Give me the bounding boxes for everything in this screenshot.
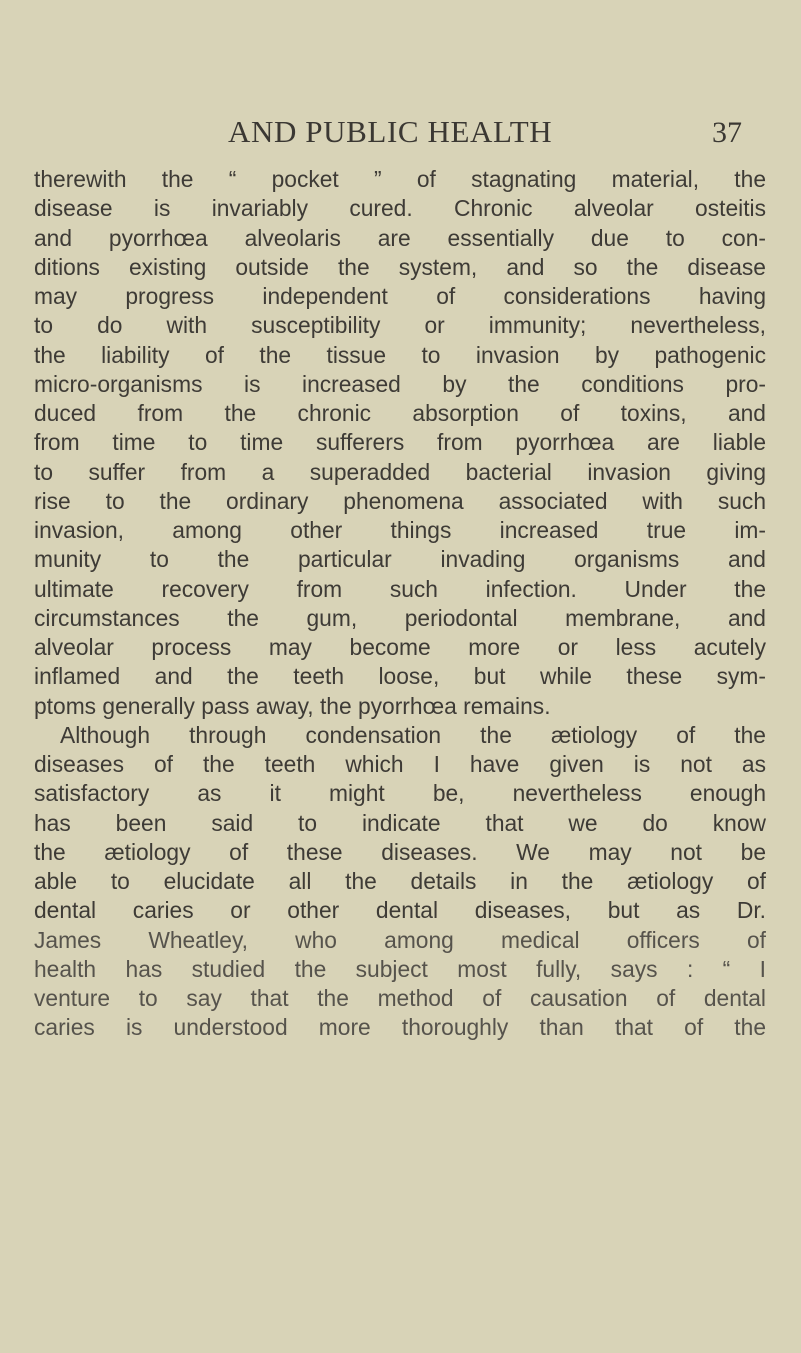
text-line: diseases of the teeth which I have given is not as <box>34 751 766 777</box>
text-line: inflamed and the teeth loose, but while these sym- <box>34 663 766 690</box>
text-line: to suffer from a superadded bacterial invasion giving <box>34 458 766 485</box>
text-line: able to elucidate all the details in the ætiology of <box>34 868 766 894</box>
text-line: may progress independent of considerations having <box>34 283 766 309</box>
text-line: ptoms generally pass away, the pyorrhœa remains. <box>34 692 551 719</box>
text-line: satisfactory as it might be, nevertheless enough <box>34 780 766 807</box>
text-line: to do with susceptibility or immunity; nevertheless, <box>34 312 766 339</box>
text-line: duced from the chronic absorption of toxins, and <box>34 400 766 426</box>
running-header <box>0 114 801 154</box>
text-line: circumstances the gum, periodontal membrane, and <box>34 604 766 631</box>
text-line: micro-organisms is increased by the conditions pro- <box>34 370 766 397</box>
text-line: the liability of the tissue to invasion by pathogenic <box>34 341 766 368</box>
text-line: munity to the particular invading organisms and <box>34 546 766 573</box>
text-line: James Wheatley, who among medical officers of <box>34 926 766 953</box>
text-line: dental caries or other dental diseases, but as Dr. <box>34 897 766 924</box>
text-line: venture to say that the method of causation of dental <box>34 985 766 1011</box>
text-line: therewith the “ pocket ” of stagnating material, the <box>34 166 766 192</box>
text-line: ultimate recovery from such infection. Under the <box>34 575 766 602</box>
text-line: invasion, among other things increased true im- <box>34 517 766 543</box>
text-line: the ætiology of these diseases. We may not be <box>34 838 766 865</box>
body-text <box>34 165 766 1043</box>
text-line: disease is invariably cured. Chronic alveolar osteitis <box>34 195 766 222</box>
text-line: alveolar process may become more or less acutely <box>34 634 766 660</box>
text-line: has been said to indicate that we do know <box>34 809 766 836</box>
text-line: and pyorrhœa alveolaris are essentially due to con- <box>34 224 766 251</box>
text-line: health has studied the subject most fully, says : “ I <box>34 955 766 982</box>
page-number: 37 <box>712 116 742 149</box>
running-title: AND PUBLIC HEALTH <box>228 114 553 149</box>
text-line: rise to the ordinary phenomena associated with such <box>34 487 766 514</box>
text-line: Although through condensation the ætiology of the <box>60 721 766 748</box>
text-line: from time to time sufferers from pyorrhœa are liable <box>34 429 766 456</box>
text-line: ditions existing outside the system, and so the disease <box>34 253 766 280</box>
text-line: caries is understood more thoroughly than that of the <box>34 1014 766 1041</box>
